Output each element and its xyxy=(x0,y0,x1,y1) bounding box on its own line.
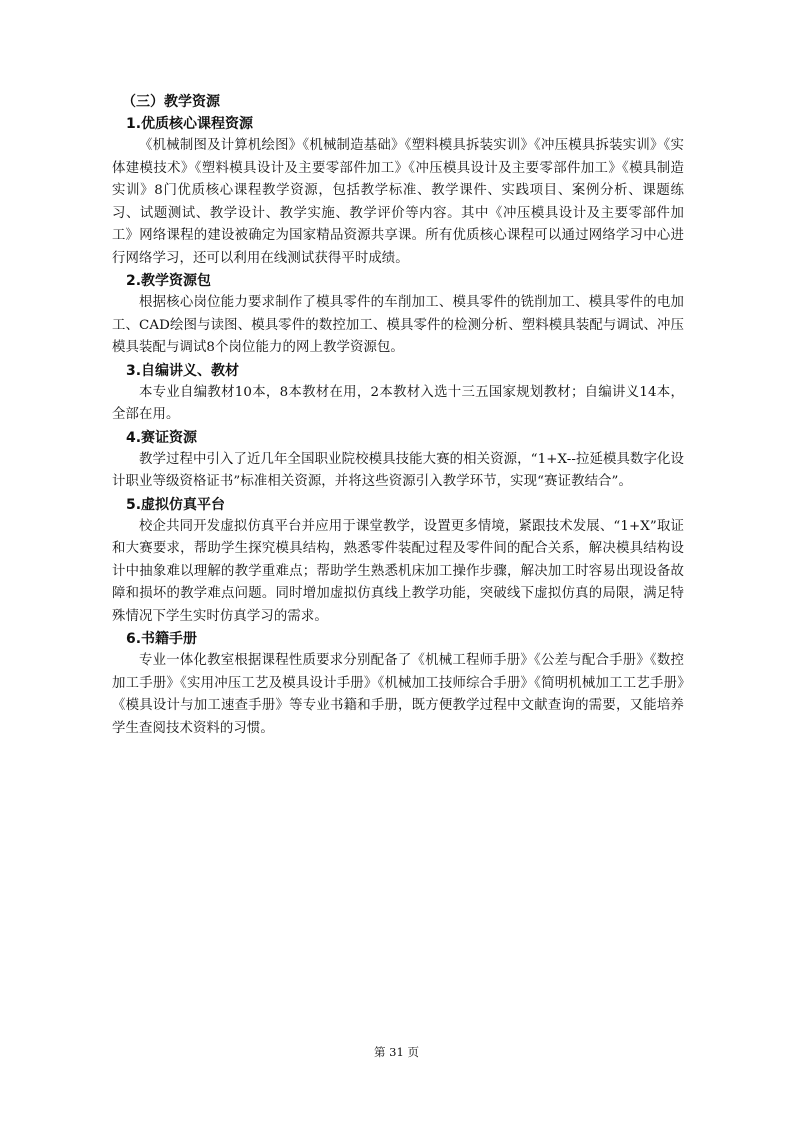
paragraph-virtual-simulation: 校企共同开发虚拟仿真平台并应用于课堂教学，设置更多情境，紧跟技术发展、“1+X”取证和大赛要求，帮助学生探究模具结构，熟悉零件装配过程及零件间的配合关系，解决模具结构设计中抽象难以理解的教学重难点；帮助学生熟悉机床加工操作步骤，解决加工时容易出现设备故障和损坏的教学难点问题。同时增加虚拟仿真线上教学功能，突破线下虚拟仿真的局限，满足特殊情况下学生实时仿真学习的需求。 xyxy=(112,518,684,624)
subsection-heading-6: 6.书籍手册 xyxy=(126,631,198,647)
subsection-heading-3: 3.自编讲义、教材 xyxy=(126,362,240,379)
paragraph-textbooks: 本专业自编教材10本，8本教材在用，2本教材入选十三五国家规划教材；自编讲义14本，全部在用。 xyxy=(112,384,684,422)
document-page xyxy=(112,91,684,740)
subsection-heading-5: 5.虚拟仿真平台 xyxy=(126,496,226,513)
paragraph-resource-package: 根据核心岗位能力要求制作了模具零件的车削加工、模具零件的铣削加工、模具零件的电加工、CAD绘图与读图、模具零件的数控加工、模具零件的检测分析、塑料模具装配与调试、冲压模具装配与调试8个岗位能力的网上教学资源包。 xyxy=(112,295,684,355)
section-title: （三）教学资源 xyxy=(122,94,220,110)
paragraph-books-manuals: 专业一体化教室根据课程性质要求分别配备了《机械工程师手册》《公差与配合手册》《数控加工手册》《实用冲压工艺及模具设计手册》《机械加工技师综合手册》《简明机械加工工艺手册》《模具设计与加工速查手册》等专业书籍和手册，既方便教学过程中文献查询的需要，又能培养学生查阅技术资料的习惯。 xyxy=(112,653,684,736)
subsection-heading-2: 2.教学资源包 xyxy=(126,273,212,289)
paragraph-competition-certificate: 教学过程中引入了近几年全国职业院校模具技能大赛的相关资源，“1+X--拉延模具数字化设计职业等级资格证书”标准相关资源，并将这些资源引入教学环节，实现“赛证教结合”。 xyxy=(112,451,684,489)
page-number: 第 31 页 xyxy=(374,1045,419,1059)
subsection-heading-1: 1.优质核心课程资源 xyxy=(126,116,254,132)
paragraph-core-courses: 《机械制图及计算机绘图》《机械制造基础》《塑料模具拆装实训》《冲压模具拆装实训》《实体建模技术》《塑料模具设计及主要零部件加工》《冲压模具设计及主要零部件加工》《模具制造实训》8门优质核心课程教学资源，包括教学标准、教学课件、实践项目、案例分析、课题练习、试题测试、教学设计、教学实施、教学评价等内容。其中《冲压模具设计及主要零部件加工》网络课程的建设被确定为国家精品资源共享课。所有优质核心课程可以通过网络学习中心进行网络学习，还可以利用在线测试获得平时成绩。 xyxy=(112,138,684,266)
subsection-heading-4: 4.赛证资源 xyxy=(126,429,198,446)
